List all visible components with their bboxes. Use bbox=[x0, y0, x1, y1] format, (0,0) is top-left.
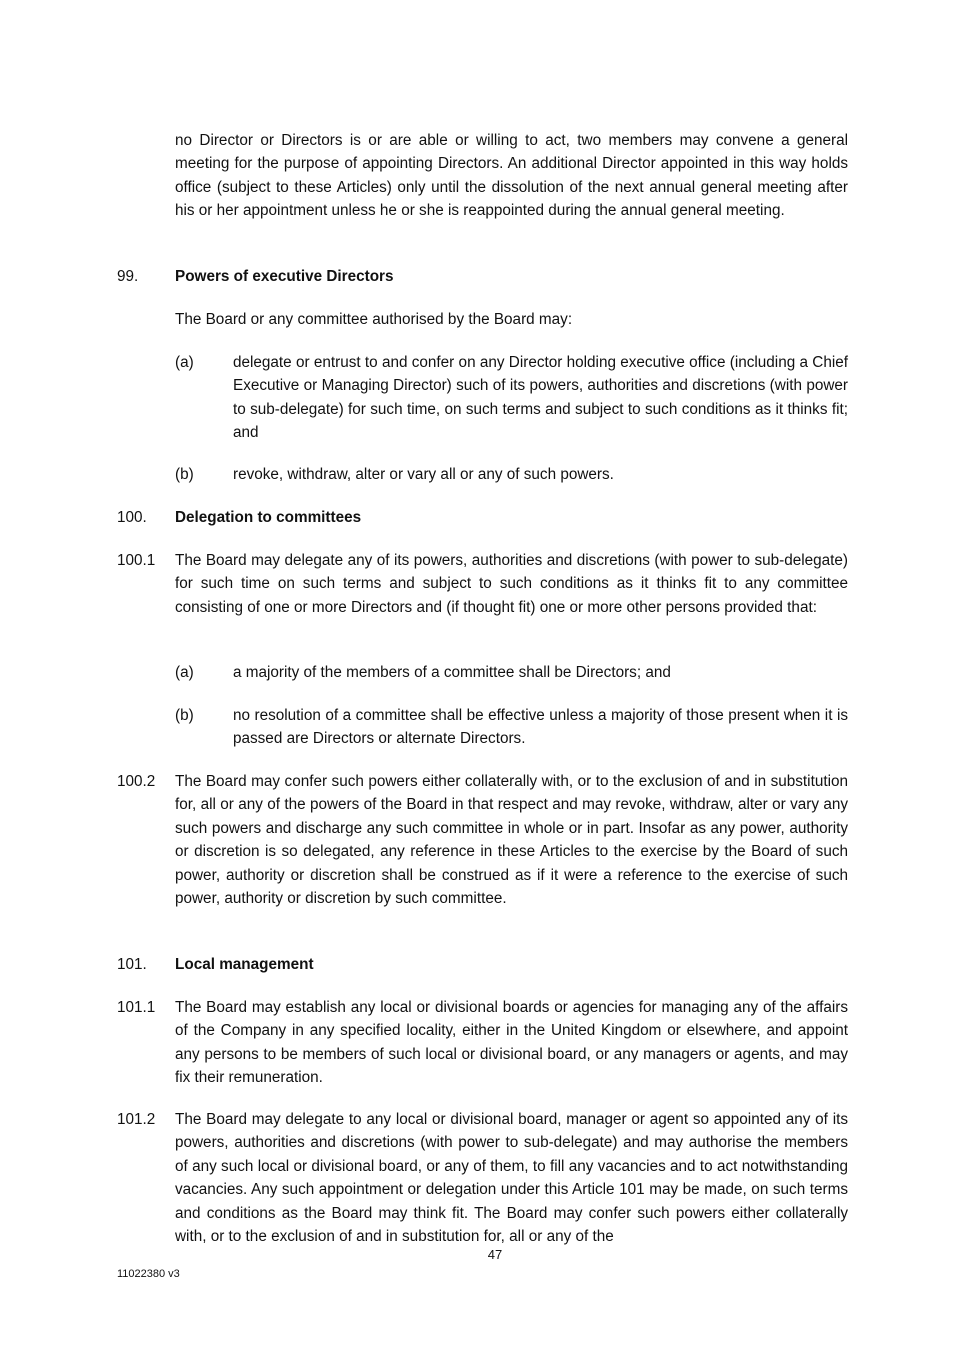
article-100-item-a-text: a majority of the members of a committee shall be Directors; and bbox=[233, 664, 671, 681]
article-99-heading: Powers of executive Directors bbox=[175, 268, 394, 285]
article-99-item-a-label: (a) bbox=[175, 354, 194, 371]
article-99-item-b-text: revoke, withdraw, alter or vary all or any of such powers. bbox=[233, 466, 614, 483]
opening-paragraph: no Director or Directors is or are able or willing to act, two members may convene a general meeting for the purpose of appointing Directors. An additional Director appointed in this way holds office (subject to these Articles) only until the dissolution of the next annual general meeting after his or her appointment unless he or she is reappointed during the annual general meeting. bbox=[175, 132, 848, 220]
article-100-item-a-label: (a) bbox=[175, 664, 194, 681]
document-reference: 11022380 v3 bbox=[117, 1268, 180, 1280]
article-100-item-b-label: (b) bbox=[175, 707, 194, 724]
article-100-number: 100. bbox=[117, 509, 147, 526]
article-101-2-number: 101.2 bbox=[117, 1111, 156, 1128]
article-101-1-text: The Board may establish any local or divisional boards or agencies for managing any of the affairs of the Company in any specified locality, either in the United Kingdom or elsewhere, and appoint any persons to be members of such local or divisional board, or any managers or agents, and may fix their remuneration. bbox=[175, 999, 848, 1087]
article-100-1-number: 100.1 bbox=[117, 552, 156, 569]
article-99-item-a-text: delegate or entrust to and confer on any Director holding executive office (including a Chief Executive or Managing Director) such of its powers, authorities and discretions (with power to sub-delegate) for such time, on such terms and subject to such conditions as it thinks fit; and bbox=[233, 354, 848, 442]
article-101-1-number: 101.1 bbox=[117, 999, 156, 1016]
article-101-number: 101. bbox=[117, 956, 147, 973]
article-101-heading: Local management bbox=[175, 956, 314, 973]
article-100-1-text: The Board may delegate any of its powers, authorities and discretions (with power to sub-delegate) for such time on such terms and subject to such conditions as it thinks fit to any committee consisting of one or more Directors and (if thought fit) one or more other persons provided that: bbox=[175, 552, 848, 616]
article-100-item-b-text: no resolution of a committee shall be effective unless a majority of those present when it is passed are Directors or alternate Directors. bbox=[233, 707, 848, 748]
page-number: 47 bbox=[487, 1247, 503, 1262]
article-100-2-text: The Board may confer such powers either collaterally with, or to the exclusion of and in substitution for, all or any of the powers of the Board in that respect and may revoke, withdraw, alter or vary any such powers and discharge any such committee in whole or in part. Insofar as any power, authority or discretion is so delegated, any reference in these Articles to the exercise by the Board of such power, authority or discretion shall be construed as if it were a reference to the exercise of such power, authority or discretion by such committee. bbox=[175, 773, 848, 908]
article-99-item-b-label: (b) bbox=[175, 466, 194, 483]
article-99-number: 99. bbox=[117, 268, 139, 285]
article-100-2-number: 100.2 bbox=[117, 773, 156, 790]
article-99-intro: The Board or any committee authorised by the Board may: bbox=[175, 311, 573, 328]
article-100-heading: Delegation to committees bbox=[175, 509, 362, 526]
article-101-2-text: The Board may delegate to any local or divisional board, manager or agent so appointed any of its powers, authorities and discretions (with power to sub-delegate) and may authorise the members of any such local or divisional board, or any of them, to fill any vacancies and to act notwithstanding vacancies. Any such appointment or delegation under this Article 101 may be made, on such terms and conditions as the Board may think fit. The Board may confer such powers either collaterally with, or to the exclusion of and in substitution for, all or any of the bbox=[175, 1111, 848, 1246]
